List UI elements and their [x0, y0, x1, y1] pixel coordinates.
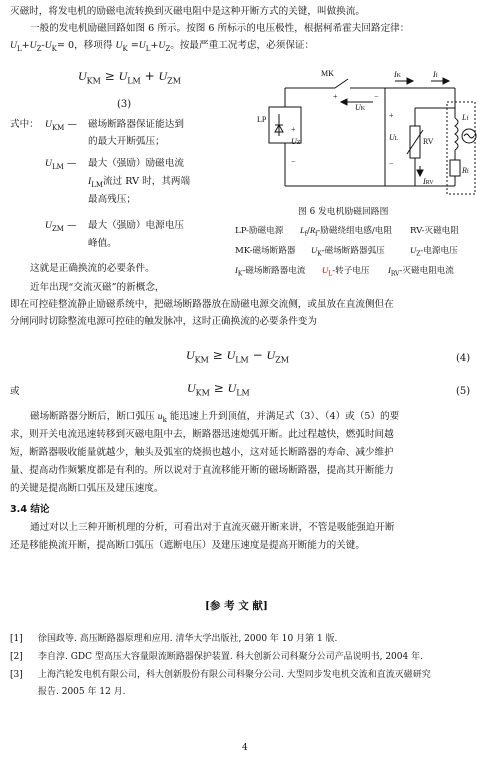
def-prefix: 式中：	[10, 119, 39, 130]
equation-4-number: (4)	[456, 353, 471, 364]
reference-item: [3] 上海汽轮发电机有限公司，科大创新股份有限公司科聚分公司. 大型同步发电机交流和直流灭磁研究	[10, 670, 431, 680]
def-ulm-text2: $I_{LM}$流过 RV 时，其两端	[88, 176, 191, 189]
legend-lp: LP-励磁电源	[235, 226, 284, 236]
def-ulm-text3: 最高残压；	[88, 194, 136, 205]
equation-5-number: (5)	[456, 386, 471, 397]
equation-5: $U_{KM} \ge U_{LM}$	[187, 381, 250, 398]
label-lp: LP	[257, 115, 267, 124]
svg-text:−: −	[374, 92, 379, 101]
references-title: [参 考 文 献]	[205, 600, 268, 612]
svg-text:IRV: IRV	[423, 177, 434, 186]
legend-uz: $U_Z-$电源电压	[410, 245, 458, 258]
para3-line2: 求，则开关电流迅速转移到灭磁电阻中去，断路器迅速熄弧开断。此过程越快，燃弧时间越	[10, 429, 394, 440]
para3-line1: 磁场断路器分断后，断口弧压 $u_k$ 能迅速上升到顶值，并满足式（3）、（4）或（5）的要	[30, 411, 400, 424]
label-rv: RV	[423, 137, 434, 146]
legend-ul: $U_L-$转子电压	[322, 265, 370, 278]
svg-text:−: −	[291, 157, 296, 166]
def-ukm-symbol: $U_{KM}$ —	[45, 119, 77, 132]
equation-5-prefix: 或	[10, 386, 20, 397]
legend-lf-rf: $L_f/R_f-$励磁绕组电感/电阻	[300, 225, 392, 238]
svg-text:+: +	[333, 92, 338, 101]
svg-text:Rf: Rf	[462, 166, 469, 175]
para2-line2: 即在可控硅整流静止励磁系统中，把磁场断路器放在励磁电源交流侧，或虽放在直流侧但在	[10, 299, 394, 310]
para4-line1: 通过对以上三种开断机理的分析，可看出对于直流灭磁开断来讲，不管是吸能强迫开断	[30, 522, 395, 533]
equation-3-number: (3)	[117, 99, 132, 110]
svg-text:UK: UK	[355, 103, 366, 112]
def-ulm-symbol: $U_{LM}$ —	[45, 158, 77, 171]
section-title: 3.4 结论	[10, 504, 50, 515]
conclude-line: 这就是正确换流的必要条件。	[30, 263, 155, 274]
svg-text:UL: UL	[389, 133, 399, 142]
legend-ik: $I_K-$磁场断路器电流	[235, 265, 306, 278]
equation-3: $U_{KM} \ge U_{LM} + U_{ZM}$	[78, 69, 181, 86]
svg-text:IK: IK	[394, 70, 402, 79]
svg-text:−: −	[389, 159, 394, 168]
para3-line5: 的关键是提高断口弧压及建压速度。	[10, 483, 164, 494]
svg-text:+: +	[389, 111, 394, 120]
def-ulm-text1: 最大（强励）励磁电流	[88, 158, 184, 169]
svg-text:If: If	[433, 70, 438, 79]
def-ukm-text1: 磁场断路器保证能达到	[88, 119, 184, 130]
para1-line1: 灭磁时，将发电机的励磁电流转换到灭磁电阻中是这种开断方式的关键，叫做换流。	[10, 6, 365, 17]
svg-text:UZ: UZ	[291, 137, 301, 146]
def-uzm-text1: 最大（强励）电源电压	[88, 220, 184, 231]
def-uzm-symbol: $U_{ZM}$ —	[45, 220, 77, 233]
def-uzm-text2: 峰值。	[88, 238, 117, 249]
legend-irv: $I_{RV}-$灭磁电阻电流	[388, 265, 454, 278]
para4-line2: 还是移能换流开断，提高断口弧压（遮断电压）及建压速度是提高开断能力的关键。	[10, 540, 365, 551]
para2-line3: 分闸同时切除整流电源可控硅的触发脉冲，这时正确换流的必要条件变为	[10, 316, 317, 327]
legend-uk: $U_K-$磁场断路器弧压	[311, 245, 385, 258]
reference-item-continued: 报告. 2005 年 12 月.	[38, 687, 126, 697]
svg-text:+: +	[291, 125, 296, 134]
page-number: 4	[242, 743, 248, 753]
para3-line4: 量、提高动作频繁度都是有利的。所以说对于直流移能开断的磁场断路器，提高其开断能力	[10, 465, 394, 476]
excitation-circuit-diagram	[255, 66, 485, 202]
para2-line1: 近年出现“交流灭磁”的新概念，	[30, 282, 165, 293]
para1-line2: 一般的发电机励磁回路如图 6 所示。按图 6 所标示的电压极性，根据柯希霍夫回路定律：	[30, 23, 410, 34]
svg-text:Lf: Lf	[462, 113, 469, 122]
equation-4: $U_{KM} \ge U_{LM} - U_{ZM}$	[186, 348, 289, 365]
reference-item: [2] 李自淳. GDC 型高压大容量限流断路器保护装置. 科大创新公司科聚分公司产品说明书, 2004 年.	[10, 652, 423, 662]
figure-caption: 图 6 发电机励磁回路图	[298, 207, 389, 217]
legend-mk: MK-磁场断路器	[235, 246, 296, 256]
def-ukm-text2: 的最大开断弧压；	[88, 136, 165, 147]
para3-line3: 短，断路器吸收能量就越少，触头及弧室的烧损也越小，这对延长断路器的寿命、减少维护	[10, 447, 394, 458]
para1-line3: $U_L+U_Z-U_K= 0$，移项得 $U_K =U_L+U_Z$。按最严重工况考虑，必须保证：	[10, 40, 315, 53]
label-mk: MK	[321, 69, 334, 78]
reference-item: [1] 徐国政等. 高压断路器原理和应用. 清华大学出版社, 2000 年 10 月第 1 版.	[10, 634, 338, 644]
legend-rv: RV-灭磁电阻	[410, 226, 459, 236]
